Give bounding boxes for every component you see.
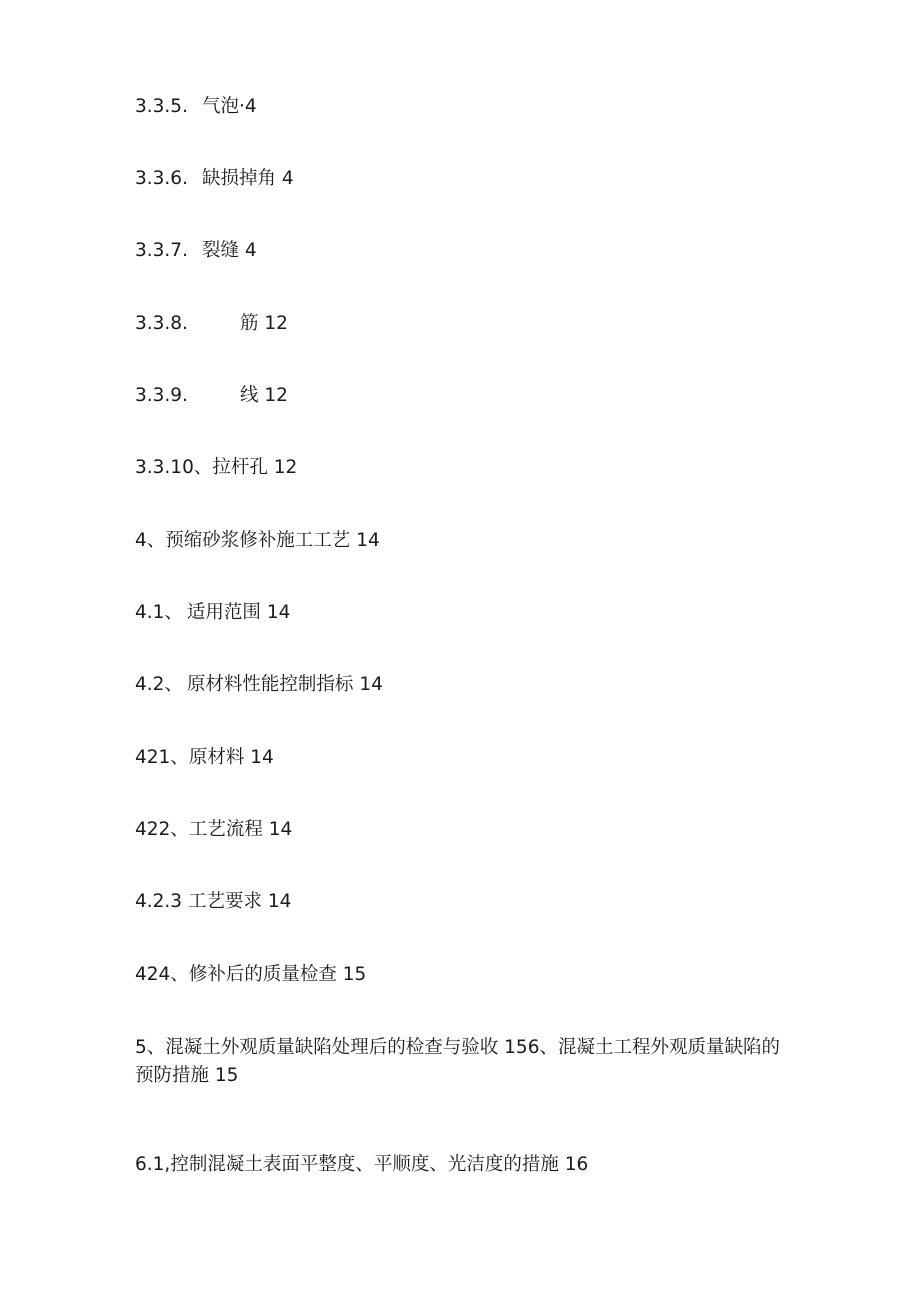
- toc-entry-page: 14: [268, 819, 293, 840]
- toc-entry-title: 控制混凝土表面平整度、平顺度、光洁度的措施: [170, 1154, 559, 1175]
- toc-entry-number: 4、: [135, 530, 166, 551]
- toc-entry-title: 原材料性能控制指标: [186, 674, 354, 695]
- toc-entry-title: 工艺流程: [188, 819, 263, 840]
- toc-entry-number: 424、: [135, 964, 189, 985]
- toc-entry: [135, 166, 294, 192]
- toc-entry: [135, 383, 288, 409]
- toc-entry-page: ·4: [238, 96, 257, 117]
- toc-entry-title: 适用范围: [186, 602, 261, 623]
- toc-entry-number: 4.2、: [135, 674, 183, 695]
- toc-entry-page: 12: [264, 385, 288, 406]
- toc-entry: [135, 817, 292, 843]
- toc-entry-page: 4: [281, 168, 294, 189]
- toc-entry-page: 16: [564, 1154, 589, 1175]
- toc-entry-number: 6.1,: [135, 1154, 171, 1175]
- toc-entry-title: 原材料: [188, 747, 245, 768]
- toc-entry: [135, 600, 290, 626]
- toc-entry-page: 4: [244, 240, 257, 261]
- toc-entry-number: 3.3.10、: [135, 457, 213, 478]
- toc-entry-title: 工艺要求: [187, 891, 262, 912]
- toc-entry: [135, 745, 274, 771]
- toc-entry: [135, 1152, 588, 1178]
- toc-entry-page: 14: [356, 530, 380, 551]
- toc-entry: [135, 889, 291, 915]
- toc-entry: [135, 311, 288, 337]
- toc-entry-title: 裂缝: [201, 240, 239, 261]
- toc-entry-page: 12: [264, 313, 288, 334]
- toc-entry-page: 14: [250, 747, 274, 768]
- toc-entry: [135, 962, 366, 988]
- toc-entry-title: 线: [239, 385, 259, 406]
- toc-entry-title: 预缩砂浆修补施工工艺: [165, 530, 351, 551]
- toc-entry-number: 3.3.7.: [135, 240, 188, 261]
- toc-entry-title: 拉杆孔: [212, 457, 268, 478]
- toc-entry: [135, 528, 380, 554]
- toc-entry: [135, 94, 257, 120]
- toc-entry-text: 5、混凝土外观质量缺陷处理后的检查与验收 156、混凝土工程外观质量缺陷的预防措施 15: [135, 1037, 780, 1086]
- toc-entry: [135, 672, 383, 698]
- toc-entry-number: 3.3.5.: [135, 96, 188, 117]
- toc-entry: [135, 238, 257, 264]
- toc-entry-number: 421、: [135, 747, 189, 768]
- toc-entry-title: 气泡: [201, 96, 239, 117]
- toc-entry-page: 12: [273, 457, 298, 478]
- toc-entry-page: 15: [342, 964, 367, 985]
- toc-entry-number: 3.3.8.: [135, 313, 188, 334]
- toc-entry-page: 14: [359, 674, 383, 695]
- toc-entry: [135, 455, 297, 481]
- toc-entry-number: 3.3.9.: [135, 385, 188, 406]
- toc-entry-merged: [135, 1034, 795, 1090]
- toc-entry-number: 3.3.6.: [135, 168, 188, 189]
- toc-entry-title: 修补后的质量检查: [188, 964, 337, 985]
- toc-entry-page: 14: [266, 602, 291, 623]
- toc-entry-page: 14: [267, 891, 292, 912]
- toc-entry-number: 4.1、: [135, 602, 183, 623]
- toc-entry-number: 422、: [135, 819, 189, 840]
- toc-entry-title: 筋: [239, 313, 259, 334]
- toc-entry-number: 4.2.3: [135, 891, 183, 912]
- toc-entry-title: 缺损掉角: [201, 168, 276, 189]
